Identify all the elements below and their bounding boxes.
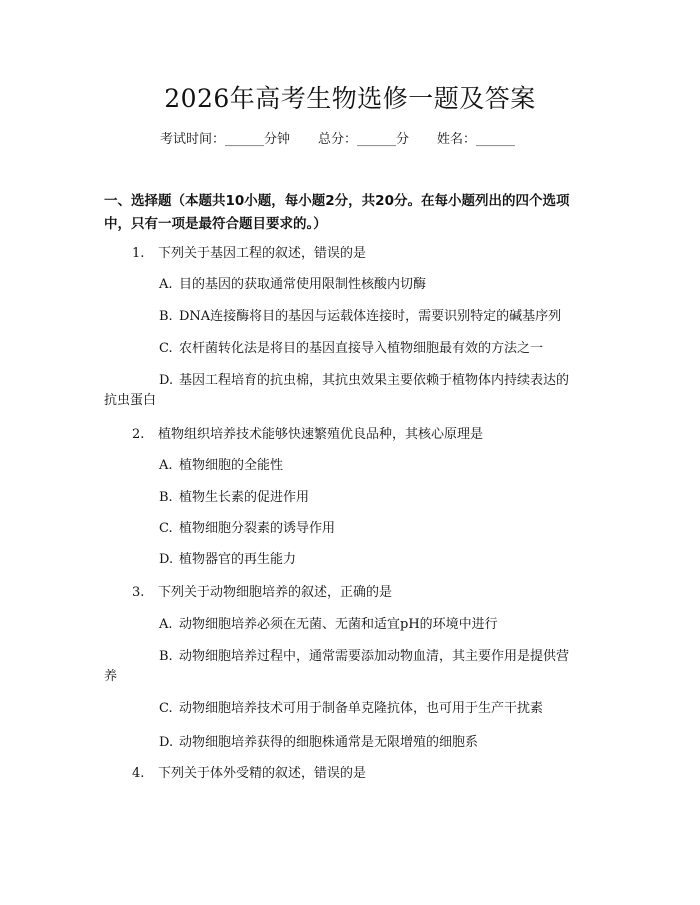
option-1c bbox=[159, 339, 543, 359]
option-label: C. bbox=[159, 701, 173, 716]
exam-time: 考试时间：______分钟 bbox=[160, 132, 291, 147]
option-1b bbox=[159, 307, 561, 327]
option-label: A. bbox=[159, 277, 173, 292]
option-1d bbox=[159, 371, 569, 391]
question-number: 1. bbox=[132, 246, 145, 261]
option-text: 农杆菌转化法是将目的基因直接导入植物细胞最有效的方法之一 bbox=[179, 341, 544, 356]
question-2 bbox=[132, 425, 483, 445]
option-label: D. bbox=[159, 735, 174, 750]
option-3a bbox=[159, 615, 498, 635]
option-text: 植物器官的再生能力 bbox=[179, 552, 297, 567]
option-3c bbox=[159, 699, 543, 719]
question-number: 2. bbox=[132, 427, 145, 442]
option-text: DNA连接酶将目的基因与运载体连接时，需要识别特定的碱基序列 bbox=[179, 309, 562, 324]
question-stem: 植物组织培养技术能够快速繁殖优良品种，其核心原理是 bbox=[158, 427, 484, 442]
option-text: 植物细胞的全能性 bbox=[179, 458, 284, 473]
option-label: D. bbox=[159, 552, 174, 567]
section-heading: 一、选择题（本题共10小题，每小题2分，共20分。在每小题列出的四个选项中，只有一项是最符合题目要求的。） bbox=[104, 193, 570, 232]
option-1d-continuation: 抗虫蛋白 bbox=[104, 393, 157, 408]
question-3 bbox=[132, 583, 392, 603]
option-3b bbox=[159, 647, 569, 667]
option-label: C. bbox=[159, 341, 173, 356]
option-label: A. bbox=[159, 617, 173, 632]
page-title: 2026年高考生物选修一题及答案 bbox=[164, 84, 536, 113]
option-3d bbox=[159, 733, 478, 753]
option-3b-continuation: 养 bbox=[104, 669, 118, 684]
option-label: B. bbox=[159, 649, 173, 664]
option-text: 动物细胞培养必须在无菌、无菌和适宜pH的环境中进行 bbox=[179, 617, 498, 632]
question-stem: 下列关于体外受精的叙述，错误的是 bbox=[158, 766, 367, 781]
option-label: B. bbox=[159, 309, 173, 324]
total-score: 总分：______分 bbox=[318, 132, 410, 147]
option-2b bbox=[159, 488, 309, 508]
option-text: 动物细胞培养过程中，通常需要添加动物血清，其主要作用是提供营 bbox=[179, 649, 570, 664]
option-1a bbox=[159, 275, 426, 295]
question-4 bbox=[132, 764, 366, 784]
option-text: 植物生长素的促进作用 bbox=[179, 490, 310, 505]
exam-meta bbox=[160, 130, 515, 150]
question-stem: 下列关于动物细胞培养的叙述，正确的是 bbox=[158, 585, 393, 600]
question-number: 4. bbox=[132, 766, 145, 781]
option-text: 目的基因的获取通常使用限制性核酸内切酶 bbox=[179, 277, 427, 292]
question-stem: 下列关于基因工程的叙述，错误的是 bbox=[158, 246, 367, 261]
option-2c bbox=[159, 519, 335, 539]
option-text: 动物细胞培养技术可用于制备单克隆抗体，也可用于生产干扰素 bbox=[179, 701, 544, 716]
option-2a bbox=[159, 456, 283, 476]
option-2d bbox=[159, 550, 296, 570]
option-label: B. bbox=[159, 490, 173, 505]
option-text: 植物细胞分裂素的诱导作用 bbox=[179, 521, 336, 536]
option-text: 基因工程培育的抗虫棉，其抗虫效果主要依赖于植物体内持续表达的 bbox=[179, 373, 570, 388]
option-label: A. bbox=[159, 458, 173, 473]
student-name: 姓名：______ bbox=[437, 132, 516, 147]
option-text: 动物细胞培养获得的细胞株通常是无限增殖的细胞系 bbox=[179, 735, 479, 750]
question-number: 3. bbox=[132, 585, 145, 600]
option-label: D. bbox=[159, 373, 174, 388]
question-1 bbox=[132, 244, 366, 264]
option-label: C. bbox=[159, 521, 173, 536]
